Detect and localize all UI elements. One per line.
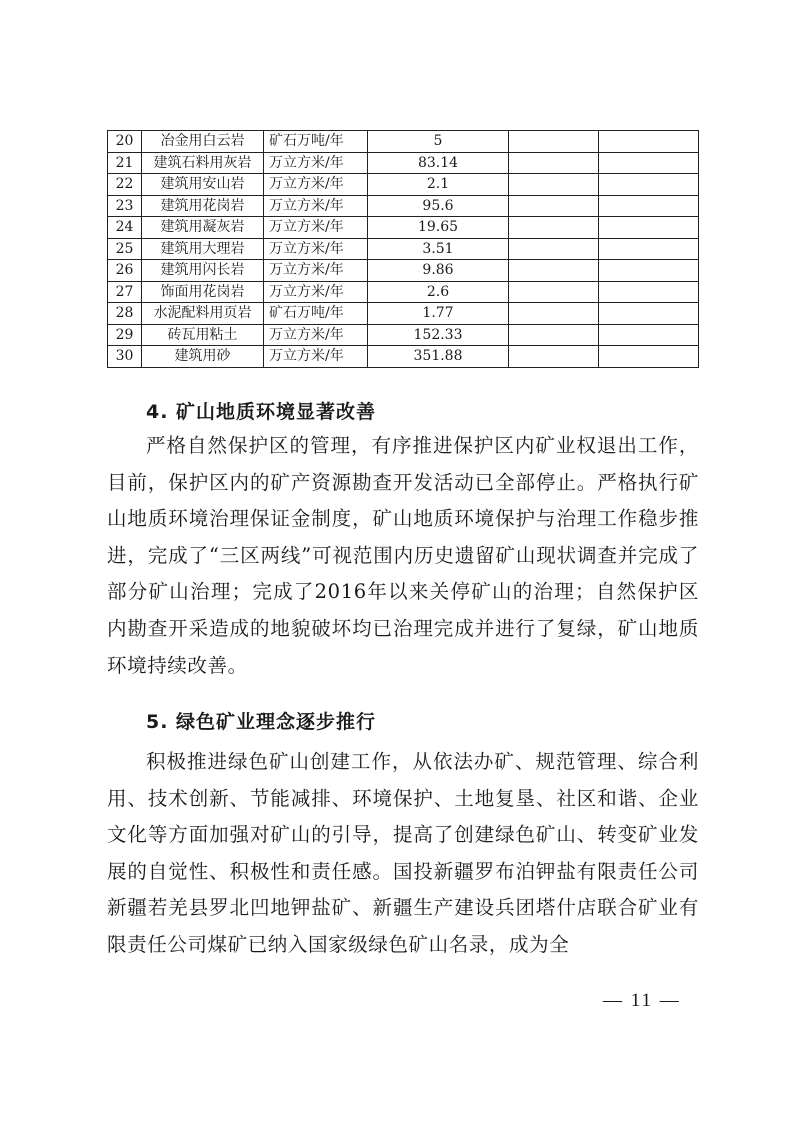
table-row — [108, 324, 699, 346]
capacity-value: 83.14 — [368, 152, 509, 174]
capacity-unit: 万立方米/年 — [264, 346, 368, 368]
row-number: 27 — [108, 281, 142, 303]
empty-cell — [509, 303, 599, 325]
empty-cell — [509, 238, 599, 260]
capacity-value: 152.33 — [368, 324, 509, 346]
capacity-value: 3.51 — [368, 238, 509, 260]
empty-cell — [599, 281, 699, 303]
section-4-paragraph: 严格自然保护区的管理，有序推进保护区内矿业权退出工作，目前，保护区内的矿产资源勘查开发活动已全部停止。严格执行矿山地质环境治理保证金制度，矿山地质环境保护与治理工作稳步推进，完成了“三区两线”可视范围内历史遗留矿山现状调查并完成了部分矿山治理；完成了2016年以来关停矿山的治理；自然保护区内勘查开采造成的地貌破坏均已治理完成并进行了复绿，矿山地质环境持续改善。 — [107, 434, 699, 677]
empty-cell — [599, 238, 699, 260]
table-row — [108, 195, 699, 217]
capacity-value: 1.77 — [368, 303, 509, 325]
empty-cell — [509, 324, 599, 346]
mineral-name: 建筑用闪长岩 — [142, 260, 264, 282]
page-number: — 11 — — [603, 990, 681, 1011]
mineral-name: 饰面用花岗岩 — [142, 281, 264, 303]
empty-cell — [599, 260, 699, 282]
row-number: 30 — [108, 346, 142, 368]
capacity-unit: 矿石万吨/年 — [264, 303, 368, 325]
mineral-name: 砖瓦用粘土 — [142, 324, 264, 346]
empty-cell — [509, 346, 599, 368]
table-row — [108, 174, 699, 196]
row-number: 23 — [108, 195, 142, 217]
capacity-value: 95.6 — [368, 195, 509, 217]
capacity-value: 5 — [368, 131, 509, 153]
capacity-value: 2.6 — [368, 281, 509, 303]
mineral-name: 建筑用砂 — [142, 346, 264, 368]
row-number: 26 — [108, 260, 142, 282]
capacity-unit: 万立方米/年 — [264, 217, 368, 239]
section-5-heading: 5. 绿色矿业理念逐步推行 — [146, 711, 377, 733]
empty-cell — [509, 131, 599, 153]
row-number: 25 — [108, 238, 142, 260]
section-4-heading: 4. 矿山地质环境显著改善 — [146, 401, 377, 423]
empty-cell — [599, 152, 699, 174]
capacity-unit: 万立方米/年 — [264, 238, 368, 260]
empty-cell — [509, 152, 599, 174]
table-row — [108, 346, 699, 368]
mineral-name: 水泥配料用页岩 — [142, 303, 264, 325]
capacity-unit: 万立方米/年 — [264, 152, 368, 174]
empty-cell — [509, 174, 599, 196]
table-row — [108, 152, 699, 174]
empty-cell — [599, 174, 699, 196]
table-row — [108, 303, 699, 325]
empty-cell — [509, 260, 599, 282]
row-number: 22 — [108, 174, 142, 196]
row-number: 21 — [108, 152, 142, 174]
row-number: 24 — [108, 217, 142, 239]
capacity-unit: 矿石万吨/年 — [264, 131, 368, 153]
empty-cell — [599, 195, 699, 217]
table-row — [108, 281, 699, 303]
mineral-name: 建筑用花岗岩 — [142, 195, 264, 217]
mineral-name: 冶金用白云岩 — [142, 131, 264, 153]
table-row — [108, 217, 699, 239]
empty-cell — [509, 281, 599, 303]
table-row — [108, 131, 699, 153]
empty-cell — [599, 303, 699, 325]
mineral-name: 建筑石料用灰岩 — [142, 152, 264, 174]
mineral-name: 建筑用安山岩 — [142, 174, 264, 196]
table-row — [108, 260, 699, 282]
empty-cell — [599, 217, 699, 239]
mineral-capacity-table — [107, 130, 699, 368]
capacity-unit: 万立方米/年 — [264, 174, 368, 196]
section-5-paragraph: 积极推进绿色矿山创建工作，从依法办矿、规范管理、综合利用、技术创新、节能减排、环境保护、土地复垦、社区和谐、企业文化等方面加强对矿山的引导，提高了创建绿色矿山、转变矿业发展的自觉性、积极性和责任感。国投新疆罗布泊钾盐有限责任公司新疆若羌县罗北凹地钾盐矿、新疆生产建设兵团塔什店联合矿业有限责任公司煤矿已纳入国家级绿色矿山名录，成为全 — [107, 750, 699, 956]
mineral-name: 建筑用凝灰岩 — [142, 217, 264, 239]
capacity-value: 19.65 — [368, 217, 509, 239]
empty-cell — [599, 324, 699, 346]
empty-cell — [509, 217, 599, 239]
row-number: 20 — [108, 131, 142, 153]
capacity-unit: 万立方米/年 — [264, 281, 368, 303]
row-number: 28 — [108, 303, 142, 325]
mineral-name: 建筑用大理岩 — [142, 238, 264, 260]
capacity-value: 9.86 — [368, 260, 509, 282]
empty-cell — [599, 346, 699, 368]
capacity-unit: 万立方米/年 — [264, 195, 368, 217]
empty-cell — [599, 131, 699, 153]
empty-cell — [509, 195, 599, 217]
table-row — [108, 238, 699, 260]
table-body — [108, 131, 699, 368]
capacity-value: 2.1 — [368, 174, 509, 196]
capacity-unit: 万立方米/年 — [264, 260, 368, 282]
capacity-value: 351.88 — [368, 346, 509, 368]
capacity-unit: 万立方米/年 — [264, 324, 368, 346]
row-number: 29 — [108, 324, 142, 346]
